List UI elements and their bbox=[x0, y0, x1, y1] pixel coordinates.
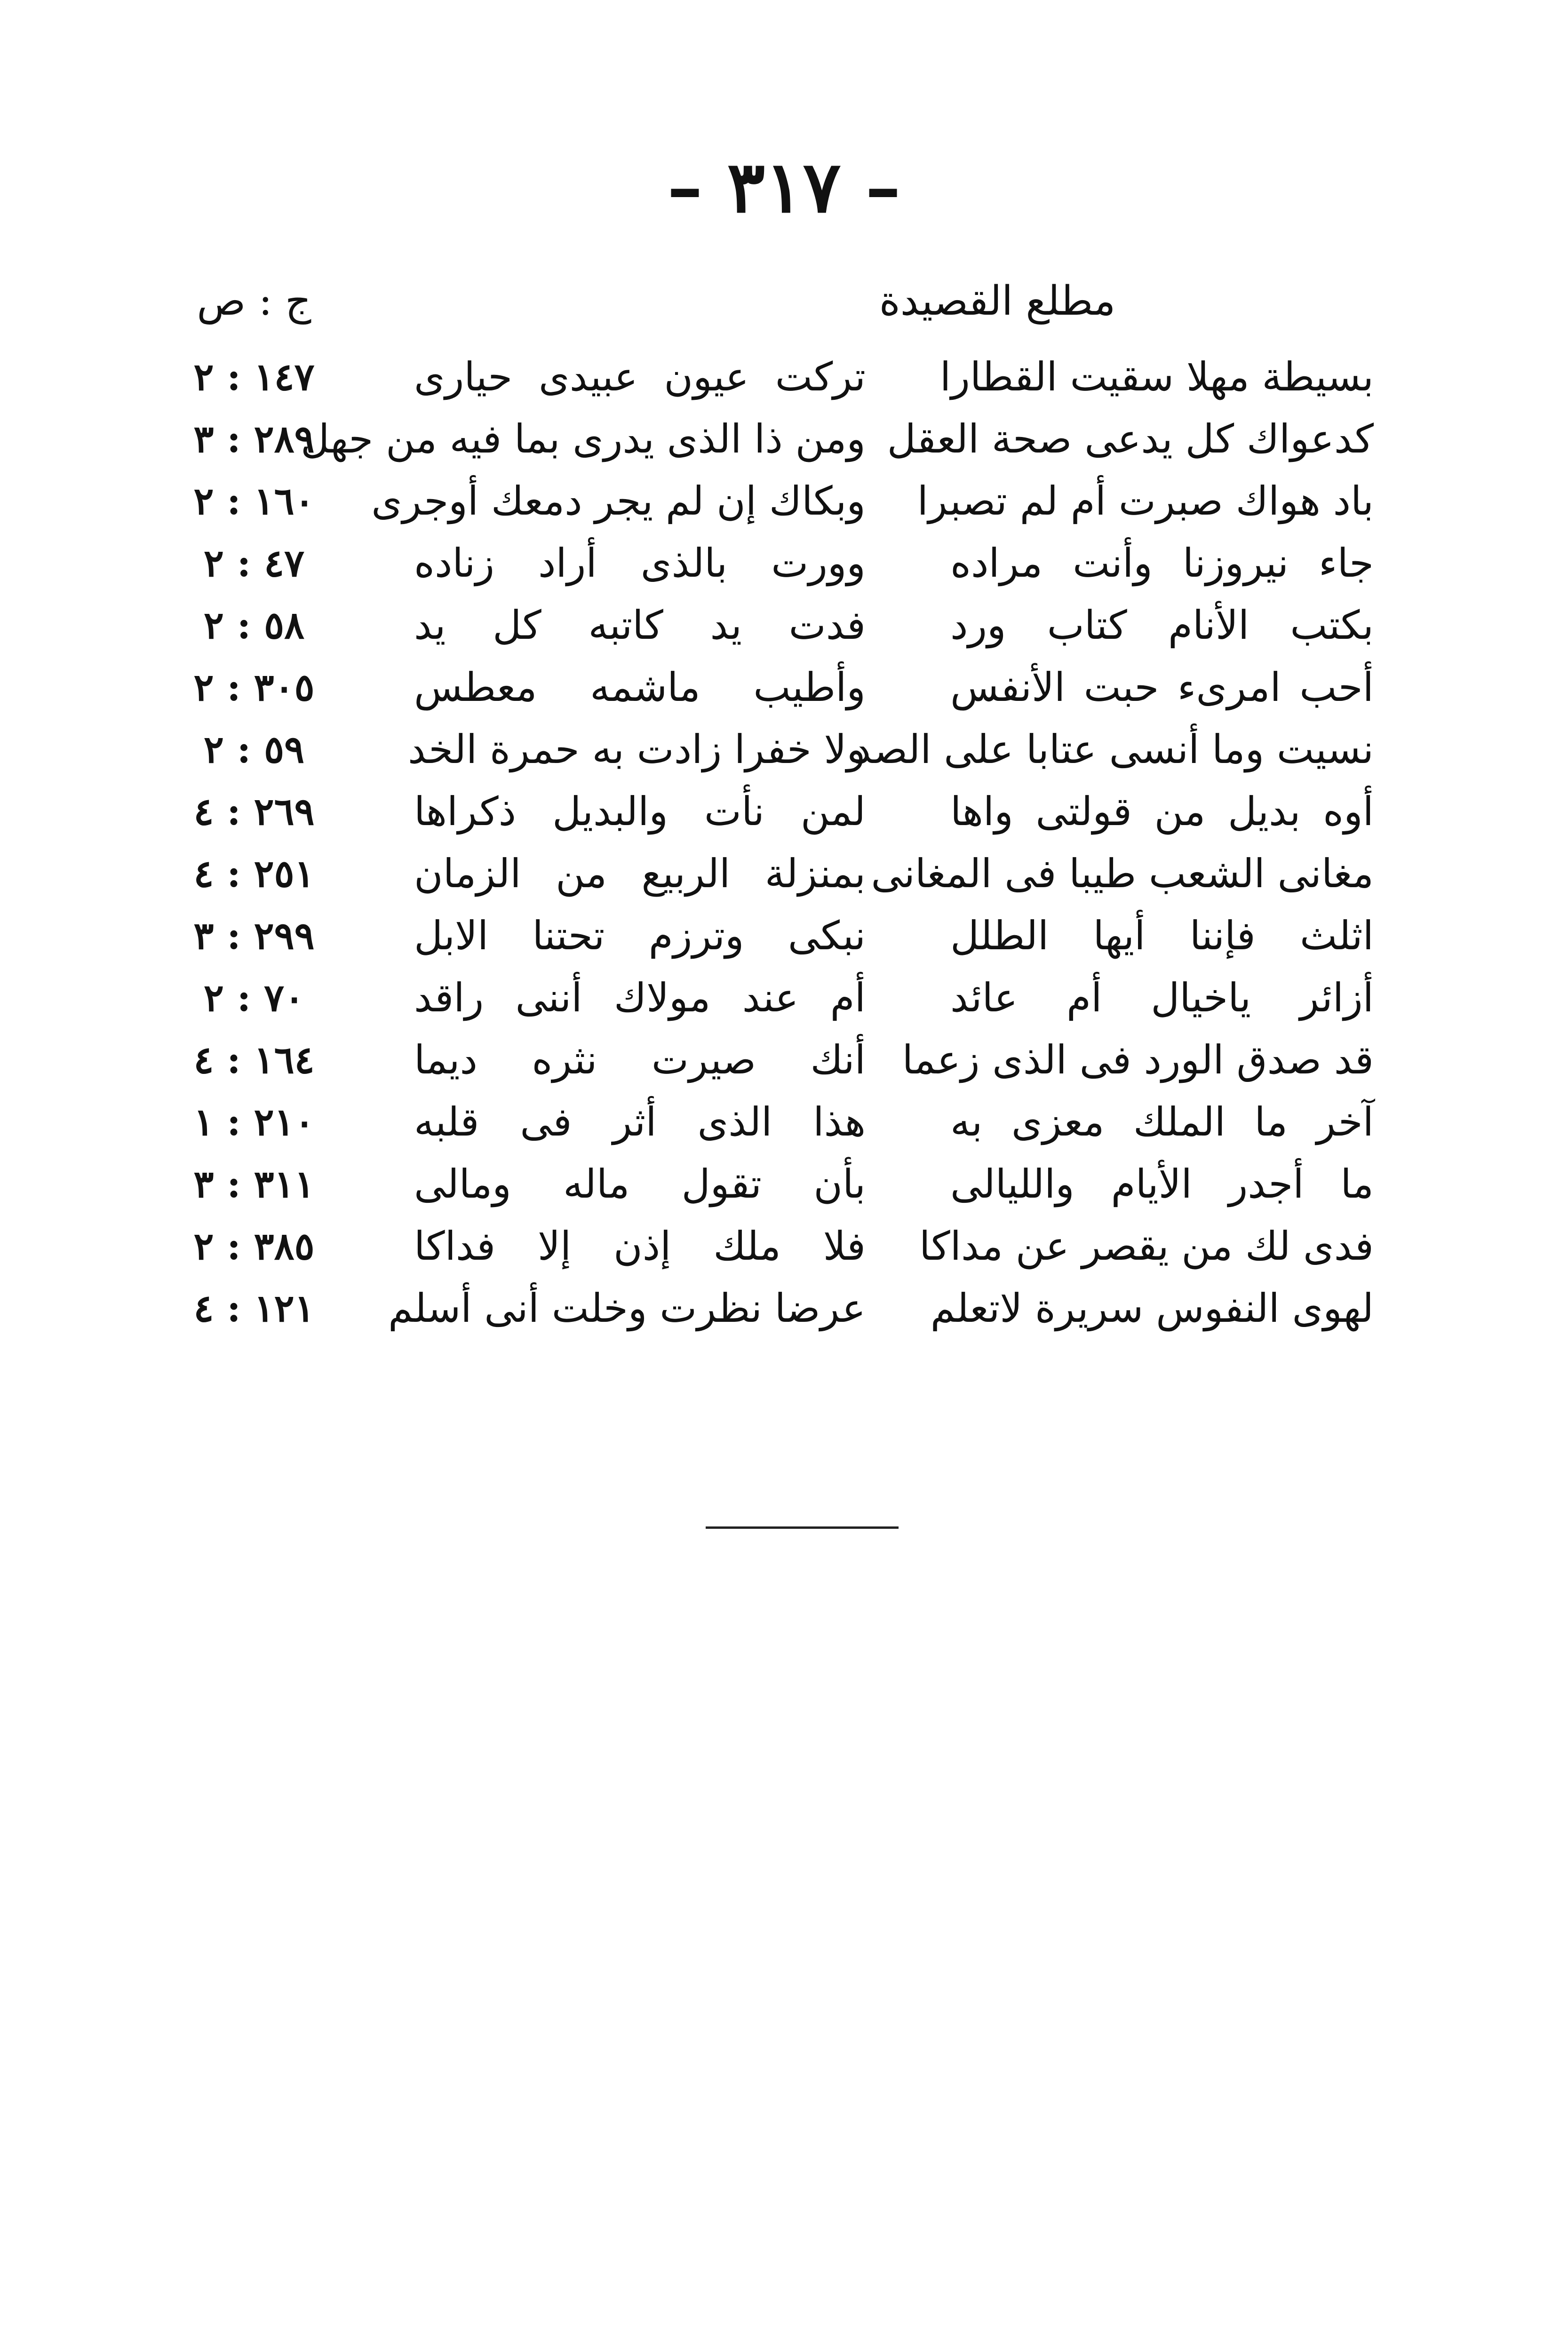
second-hemistich: ومن ذا الذى يدرى بما فيه من جهل bbox=[301, 416, 866, 462]
second-hemistich: لمن نأت والبديل ذكراها bbox=[414, 788, 866, 834]
first-hemistich: نسيت وما أنسى عتابا على الصد bbox=[853, 726, 1374, 772]
first-hemistich: بسيطة مهلا سقيت القطارا bbox=[939, 354, 1374, 400]
first-hemistich: أزائر ياخيال أم عائد bbox=[950, 975, 1374, 1021]
table-row bbox=[179, 842, 1374, 905]
table-row bbox=[179, 408, 1374, 470]
second-hemistich: هذا الذى أثر فى قلبه bbox=[414, 1099, 866, 1145]
table-row bbox=[179, 1215, 1374, 1277]
table-row bbox=[179, 905, 1374, 967]
first-hemistich: آخر ما الملك معزى به bbox=[950, 1099, 1374, 1145]
table-row bbox=[179, 1277, 1374, 1339]
table-row bbox=[179, 470, 1374, 532]
second-hemistich: عرضا نظرت وخلت أنى أسلم bbox=[388, 1285, 866, 1331]
second-hemistich: وأطيب ماشمه معطس bbox=[414, 664, 866, 710]
verse-index-table bbox=[179, 346, 1374, 1339]
volume-page-reference: ٢٩٩ : ٣ bbox=[193, 914, 315, 958]
second-hemistich: ولا خفرا زادت به حمرة الخد bbox=[408, 726, 866, 772]
table-row bbox=[179, 967, 1374, 1029]
first-hemistich: باد هواك صبرت أم لم تصبرا bbox=[917, 478, 1374, 524]
first-hemistich: فدى لك من يقصر عن مداكا bbox=[919, 1223, 1374, 1269]
second-hemistich: فلا ملك إذن إلا فداكا bbox=[414, 1223, 866, 1269]
volume-page-reference: ١٤٧ : ٢ bbox=[193, 355, 315, 399]
table-header bbox=[179, 270, 1374, 332]
second-hemistich: أم عند مولاك أننى راقد bbox=[414, 975, 866, 1021]
table-row bbox=[179, 1153, 1374, 1215]
volume-page-reference: ١٢١ : ٤ bbox=[193, 1286, 315, 1330]
second-hemistich: وورت بالذى أراد زناده bbox=[414, 540, 866, 586]
end-rule bbox=[706, 1526, 899, 1529]
volume-page-reference: ١٦٤ : ٤ bbox=[193, 1038, 315, 1082]
second-hemistich: بأن تقول ماله ومالى bbox=[414, 1161, 866, 1207]
first-hemistich: اثلث فإننا أيها الطلل bbox=[950, 913, 1374, 959]
table-row bbox=[179, 532, 1374, 594]
page-number: – ٣١٧ – bbox=[667, 146, 901, 229]
volume-page-reference: ٤٧ : ٢ bbox=[203, 541, 305, 585]
volume-page-reference: ٣٠٥ : ٢ bbox=[193, 665, 315, 709]
first-hemistich: كدعواك كل يدعى صحة العقل bbox=[887, 416, 1374, 462]
table-row bbox=[179, 780, 1374, 842]
volume-page-reference: ٣١١ : ٣ bbox=[193, 1162, 315, 1206]
first-hemistich: بكتب الأنام كتاب ورد bbox=[950, 602, 1374, 648]
table-row bbox=[179, 718, 1374, 780]
first-hemistich: مغانى الشعب طيبا فى المغانى bbox=[871, 850, 1374, 897]
volume-page-reference: ٧٠ : ٢ bbox=[203, 976, 305, 1020]
first-hemistich: قد صدق الورد فى الذى زعما bbox=[902, 1037, 1374, 1083]
volume-page-reference: ١٦٠ : ٢ bbox=[193, 479, 315, 523]
volume-page-reference: ٥٩ : ٢ bbox=[203, 727, 305, 771]
second-hemistich: فدت يد كاتبه كل يد bbox=[414, 602, 866, 648]
column-header-volume-page: ج : ص bbox=[197, 278, 311, 325]
table-row bbox=[179, 1029, 1374, 1091]
table-row bbox=[179, 346, 1374, 408]
volume-page-reference: ٢٥١ : ٤ bbox=[193, 851, 315, 896]
second-hemistich: بمنزلة الربيع من الزمان bbox=[414, 850, 866, 897]
volume-page-reference: ٥٨ : ٢ bbox=[203, 603, 305, 647]
table-row bbox=[179, 656, 1374, 718]
second-hemistich: أنك صيرت نثره ديما bbox=[414, 1037, 866, 1083]
second-hemistich: وبكاك إن لم يجر دمعك أوجرى bbox=[371, 478, 866, 524]
second-hemistich: تركت عيون عبيدى حيارى bbox=[414, 354, 866, 400]
first-hemistich: أوه بديل من قولتى واها bbox=[950, 788, 1374, 834]
volume-page-reference: ٣٨٥ : ٢ bbox=[193, 1224, 315, 1268]
column-header-opening-verse: مطلع القصيدة bbox=[879, 278, 1116, 325]
volume-page-reference: ٢٨٩ : ٣ bbox=[193, 417, 315, 461]
table-row bbox=[179, 594, 1374, 656]
first-hemistich: أحب امرىء حبت الأنفس bbox=[950, 664, 1374, 710]
volume-page-reference: ٢١٠ : ١ bbox=[193, 1100, 315, 1144]
first-hemistich: ما أجدر الأيام والليالى bbox=[950, 1161, 1374, 1207]
second-hemistich: نبكى وترزم تحتنا الابل bbox=[414, 913, 866, 959]
first-hemistich: جاء نيروزنا وأنت مراده bbox=[950, 540, 1374, 586]
table-row bbox=[179, 1091, 1374, 1153]
first-hemistich: لهوى النفوس سريرة لاتعلم bbox=[930, 1285, 1374, 1331]
volume-page-reference: ٢٦٩ : ٤ bbox=[193, 789, 315, 834]
